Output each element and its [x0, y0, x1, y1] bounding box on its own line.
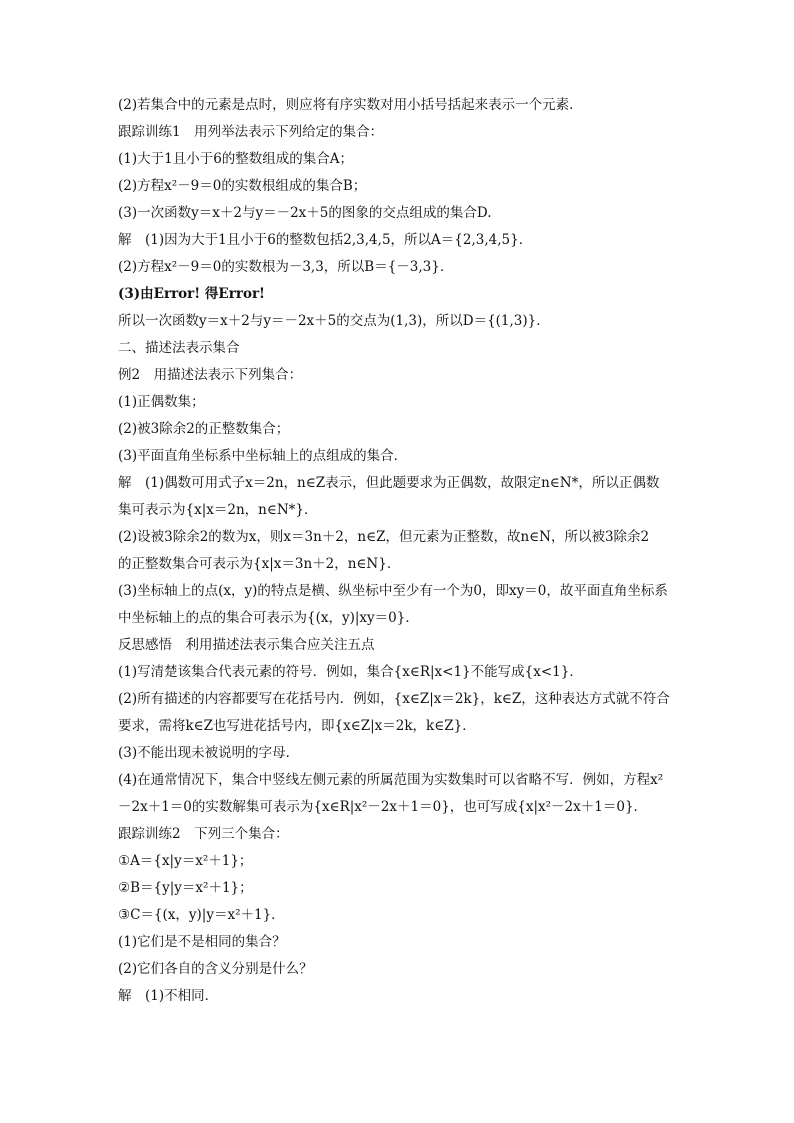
- text-line: 解 (1)偶数可用式子x＝2n，n∈Z表示，但此题要求为正偶数，故限定n∈N*，所以正偶数: [118, 475, 660, 491]
- text-line: (1)写清楚该集合代表元素的符号．例如，集合{x∈R|x<1}不能写成{x<1}．: [118, 664, 583, 680]
- text-line: (2)它们各自的含义分别是什么？: [118, 961, 313, 977]
- text-line: 跟踪训练1 用列举法表示下列给定的集合：: [118, 124, 384, 140]
- text-line: (2)若集合中的元素是点时，则应将有序实数对用小括号括起来表示一个元素．: [118, 97, 583, 113]
- text-line: (2)方程x²－9＝0的实数根为－3,3，所以B＝{－3,3}．: [118, 259, 454, 275]
- text-line: 所以一次函数y＝x＋2与y＝－2x＋5的交点为(1,3)，所以D＝{(1,3)}．: [118, 313, 550, 329]
- text-line: (3)平面直角坐标系中坐标轴上的点组成的集合．: [118, 448, 408, 464]
- section-heading: 二、描述法表示集合: [118, 340, 240, 356]
- text-line: 解 (1)因为大于1且小于6的整数包括2,3,4,5，所以A＝{2,3,4,5}．: [118, 232, 533, 248]
- text-line: (3)不能出现未被说明的字母．: [118, 745, 300, 761]
- text-line: (3)由Error! 得Error!: [118, 286, 265, 302]
- text-line: 集可表示为{x|x＝2n，n∈N*}．: [118, 502, 318, 518]
- text-line: (1)它们是不是相同的集合？: [118, 934, 286, 950]
- text-line: (2)方程x²－9＝0的实数根组成的集合B；: [118, 178, 367, 194]
- exercise-title: 跟踪训练2 下列三个集合：: [118, 826, 289, 842]
- text-line: 解 (1)不相同．: [118, 988, 219, 1004]
- text-line: (2)被3除余2的正整数集合；: [118, 421, 290, 437]
- text-line: ③C＝{(x，y)|y＝x²＋1}．: [118, 907, 285, 923]
- text-line: (1)大于1且小于6的整数组成的集合A；: [118, 151, 354, 167]
- reflection-heading: 反思感悟 利用描述法表示集合应关注五点: [118, 637, 375, 653]
- text-line: (3)一次函数y＝x＋2与y＝－2x＋5的图象的交点组成的集合D.: [118, 205, 492, 221]
- text-line: (1)正偶数集；: [118, 394, 205, 410]
- example-title: 例2 用描述法表示下列集合：: [118, 367, 303, 383]
- text-line: ②B＝{y|y＝x²＋1}；: [118, 880, 253, 896]
- text-line: ①A＝{x|y＝x²＋1}；: [118, 853, 253, 869]
- text-line: 要求，需将k∈Z也写进花括号内，即{x∈Z|x＝2k，k∈Z}．: [118, 718, 476, 734]
- text-line: (2)所有描述的内容都要写在花括号内．例如，{x∈Z|x＝2k}，k∈Z，这种表达方式就不符合: [118, 691, 670, 707]
- text-line: (2)设被3除余2的数为x，则x＝3n＋2，n∈Z，但元素为正整数，故n∈N，所以被3除余2: [118, 529, 650, 545]
- text-line: －2x＋1＝0的实数解集可表示为{x∈R|x²－2x＋1＝0}，也可写成{x|x²－2x＋1＝0}．: [118, 799, 648, 815]
- text-line: (3)坐标轴上的点(x，y)的特点是横、纵坐标中至少有一个为0，即xy＝0，故平面直角坐标系: [118, 583, 668, 599]
- text-line: 中坐标轴上的点的集合可表示为{(x，y)|xy＝0}．: [118, 610, 419, 626]
- text-line: (4)在通常情况下，集合中竖线左侧元素的所属范围为实数集时可以省略不写．例如，方程x²: [118, 772, 664, 788]
- text-line: 的正整数集合可表示为{x|x＝3n＋2，n∈N}．: [118, 556, 401, 572]
